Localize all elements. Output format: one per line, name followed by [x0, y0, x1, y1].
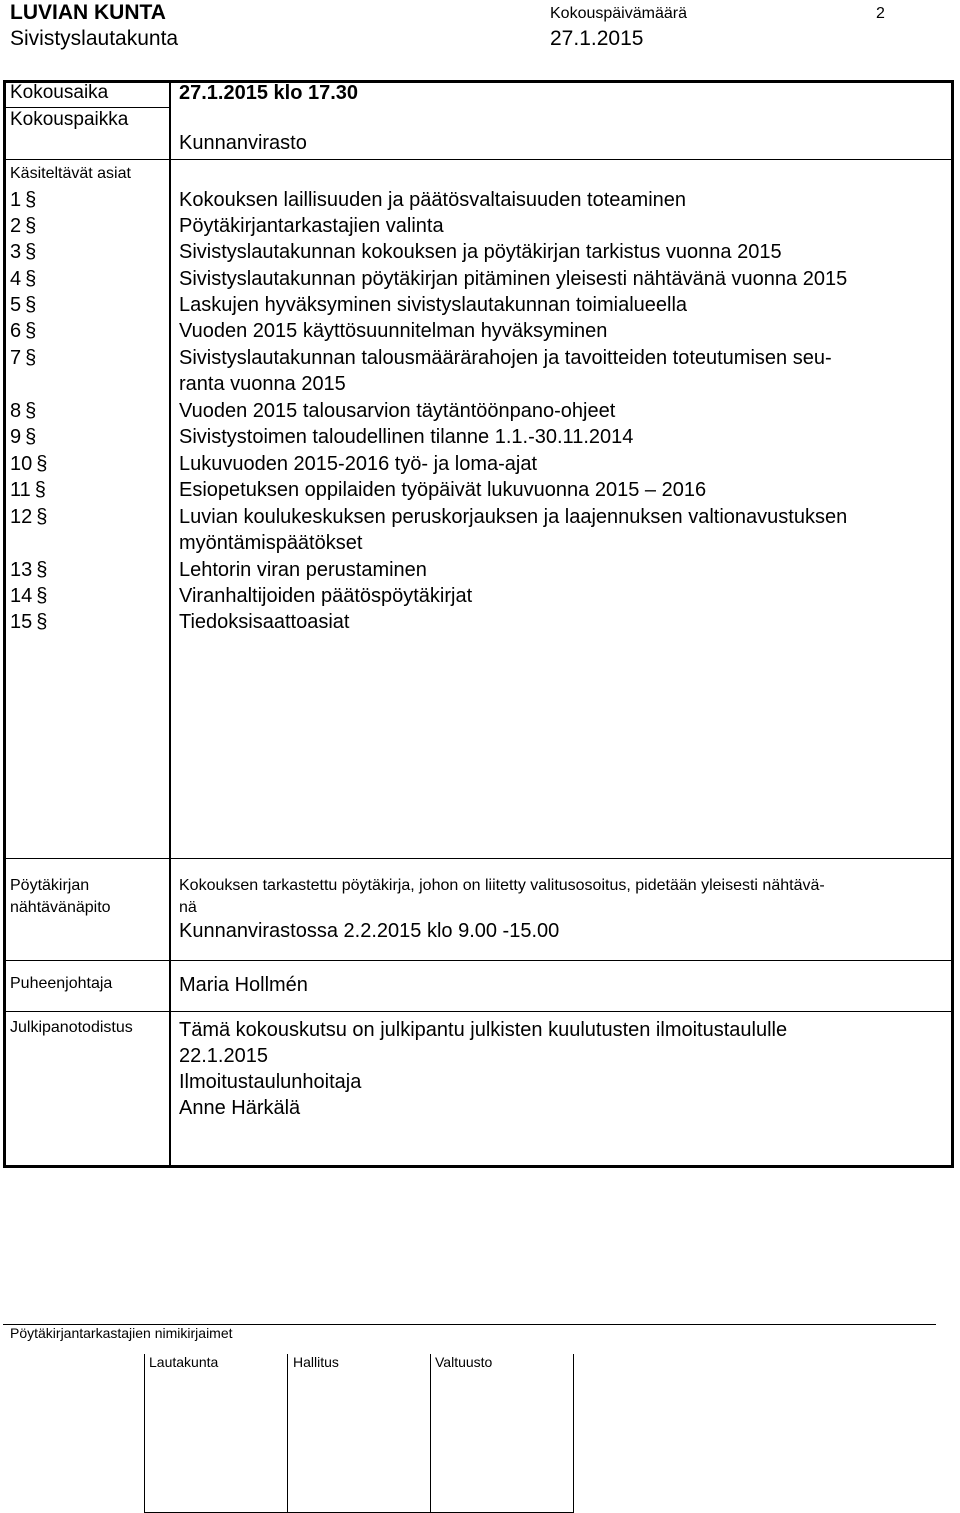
publication-label: Julkipanotodistus: [10, 1019, 133, 1036]
row-divider: [3, 960, 954, 961]
publication-line4: Anne Härkälä: [179, 1097, 301, 1119]
agenda-item: Sivistyslautakunnan pöytäkirjan pitäminen yleisesti nähtävänä vuonna 2015: [179, 268, 848, 290]
date-label: Kokouspäivämäärä: [550, 5, 687, 22]
agenda-item: Esiopetuksen oppilaiden työpäivät lukuvuonna 2015 – 2016: [179, 479, 707, 501]
agenda-items-label: Käsiteltävät asiat: [10, 165, 131, 182]
agenda-item: Tiedoksisaattoasiat: [179, 611, 350, 633]
agenda-number: 4 §: [10, 268, 37, 290]
agenda-number: 6 §: [10, 320, 37, 342]
agenda-item: Sivistystoimen taloudellinen tilanne 1.1.-30.11.2014: [179, 426, 634, 448]
agenda-item: Lukuvuoden 2015-2016 työ- ja loma-ajat: [179, 453, 538, 475]
agenda-item: Kokouksen laillisuuden ja päätösvaltaisuuden toteaminen: [179, 189, 687, 211]
page-number: 2: [876, 5, 885, 22]
signatures-title: Pöytäkirjantarkastajien nimikirjaimet: [10, 1325, 233, 1341]
agenda-number: 13 §: [10, 559, 48, 581]
agenda-number: 2 §: [10, 215, 37, 237]
row-divider: [3, 107, 169, 108]
agenda-item: Vuoden 2015 talousarvion täytäntöönpano-ohjeet: [179, 400, 616, 422]
signature-divider: [430, 1354, 431, 1512]
agenda-item: Luvian koulukeskuksen peruskorjauksen ja laajennuksen valtionavustuksen: [179, 506, 848, 528]
agenda-number: 7 §: [10, 347, 37, 369]
column-divider: [169, 80, 171, 1168]
public-view-text-line1: Kokouksen tarkastettu pöytäkirja, johon on liitetty valitusosoitus, pidetään yleisesti nähtävä-: [179, 877, 825, 894]
agenda-number: 14 §: [10, 585, 48, 607]
chairman-label: Puheenjohtaja: [10, 975, 113, 992]
agenda-number: 9 §: [10, 426, 37, 448]
meeting-place-label: Kokouspaikka: [10, 109, 129, 130]
public-view-text-line2: nä: [179, 899, 197, 916]
agenda-item: Viranhaltijoiden päätöspöytäkirjat: [179, 585, 473, 607]
agenda-number: 5 §: [10, 294, 37, 316]
publication-line2: 22.1.2015: [179, 1045, 268, 1067]
row-divider: [3, 858, 954, 859]
signature-divider: [144, 1354, 145, 1512]
row-divider: [3, 1011, 954, 1012]
chairman-name: Maria Hollmén: [179, 974, 308, 996]
agenda-item: Laskujen hyväksyminen sivistyslautakunnan toimialueella: [179, 294, 688, 316]
agenda-number: 12 §: [10, 506, 48, 528]
board-name: Sivistyslautakunta: [10, 27, 179, 50]
agenda-number: 10 §: [10, 453, 48, 475]
row-divider: [3, 159, 954, 160]
signature-column-hallitus: Hallitus: [293, 1354, 339, 1370]
agenda-item: Sivistyslautakunnan kokouksen ja pöytäkirjan tarkistus vuonna 2015: [179, 241, 782, 263]
agenda-item: Sivistyslautakunnan talousmäärärahojen ja tavoitteiden toteutumisen seu-: [179, 347, 832, 369]
agenda-number: 8 §: [10, 400, 37, 422]
meeting-place-value: Kunnanvirasto: [179, 132, 307, 154]
agenda-number: 3 §: [10, 241, 37, 263]
agenda-item-continuation: ranta vuonna 2015: [179, 373, 346, 395]
publication-line3: Ilmoitustaulunhoitaja: [179, 1071, 362, 1093]
agenda-item: Pöytäkirjantarkastajien valinta: [179, 215, 444, 237]
signature-divider: [287, 1354, 288, 1512]
agenda-item-continuation: myöntämispäätökset: [179, 532, 363, 554]
public-view-label-line2: nähtävänäpito: [10, 899, 111, 916]
meeting-time-label: Kokousaika: [10, 82, 109, 103]
agenda-item: Vuoden 2015 käyttösuunnitelman hyväksyminen: [179, 320, 608, 342]
signature-column-valtuusto: Valtuusto: [435, 1354, 493, 1370]
organization-name: LUVIAN KUNTA: [10, 1, 166, 24]
agenda-number: 11 §: [10, 479, 46, 501]
public-view-label-line1: Pöytäkirjan: [10, 877, 90, 894]
signature-column-lautakunta: Lautakunta: [149, 1354, 219, 1370]
signature-divider: [573, 1354, 574, 1512]
agenda-number: 15 §: [10, 611, 48, 633]
meeting-date: 27.1.2015: [550, 27, 644, 50]
publication-line1: Tämä kokouskutsu on julkipantu julkisten kuulutusten ilmoitustaululle: [179, 1019, 788, 1041]
agenda-number: 1 §: [10, 189, 37, 211]
meeting-time-value: 27.1.2015 klo 17.30: [179, 82, 359, 104]
agenda-item: Lehtorin viran perustaminen: [179, 559, 427, 581]
public-view-text-line3: Kunnanvirastossa 2.2.2015 klo 9.00 -15.00: [179, 920, 560, 942]
